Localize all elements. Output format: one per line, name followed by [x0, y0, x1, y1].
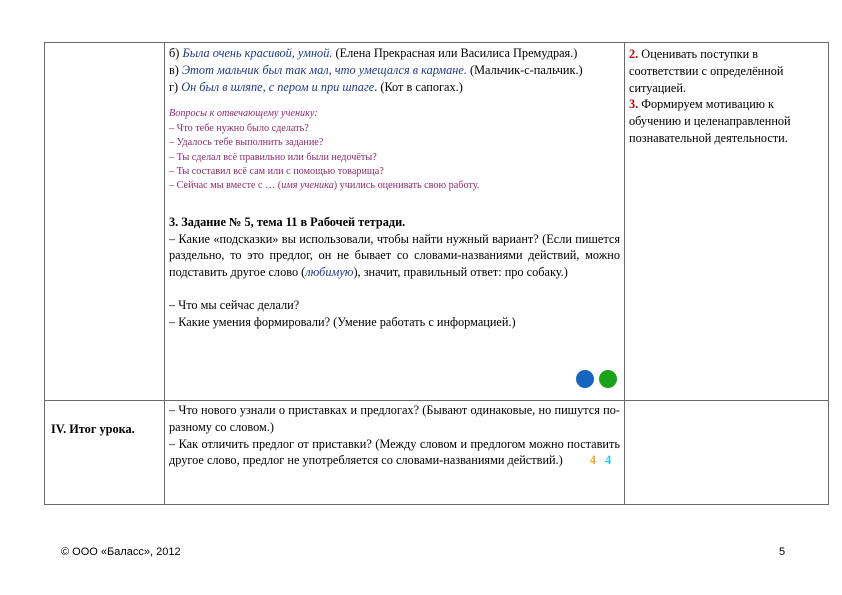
question-item: – Ты сделал всё правильно или были недочёты?: [169, 151, 377, 163]
column-divider-1: [164, 43, 165, 504]
answer-b: б) Была очень красивой, умной. (Елена Прекрасная или Василиса Премудрая.): [169, 46, 578, 60]
question-doing: – Что мы сейчас делали?: [169, 298, 300, 313]
task-text: – Какие «подсказки» вы использовали, чтобы найти нужный вариант? (Если пишется раздельно, то это предлог, он не бывает со словами-названиями действий, можно подставить другое слово (любимую), значит, правильный ответ: про собаку.): [169, 231, 620, 280]
blue-circle-icon: [576, 370, 594, 388]
questions-title: Вопросы к отвечающему ученику:: [169, 108, 318, 120]
goals-cell-row2: [625, 401, 829, 505]
stage-cell-row2: [51, 421, 161, 438]
footer-copyright: © ООО «Баласс», 2012: [61, 546, 181, 558]
question-item: – Ты составил всё сам или с помощью товарища?: [169, 166, 384, 178]
answer-g: г) Он был в шляпе, с пером и при шпаге. (Кот в сапогах.): [169, 79, 463, 94]
task-heading: 3. Задание № 5, тема 11 в Рабочей тетради.: [169, 214, 406, 229]
question-skills: – Какие умения формировали? (Умение работать с информацией.): [169, 314, 516, 329]
lesson-content-row1: [169, 45, 620, 331]
question-item: – Сейчас мы вместе с … (имя ученика) учились оценивать свою работу.: [169, 180, 480, 192]
green-circle-icon: [599, 370, 617, 388]
question-item: – Что тебе нужно было сделать?: [169, 122, 309, 134]
summary-question-2: – Как отличить предлог от приставки? (Между словом и предлогом можно поставить другое слово, предлог не употребляется со словами-названиями действий.) 4 4: [169, 436, 620, 468]
goal-item-3: 3. Формируем мотивацию к обучению и целенаправленной познавательной деятельности.: [629, 97, 791, 145]
summary-question-1: – Что нового узнали о приставках и предлогах? (Бывают одинаковые, но пишутся по-разному со словом.): [169, 403, 620, 434]
lesson-summary-title: IV. Итог урока.: [51, 422, 135, 436]
orange-number: 4: [589, 453, 597, 468]
cyan-number: 4: [605, 453, 612, 468]
lesson-table: [44, 42, 829, 505]
page-number: 5: [779, 546, 786, 558]
goals-cell-row1: [629, 46, 825, 147]
answer-v: в) Этот мальчик был так мал, что умещался в кармане. (Мальчик-с-пальчик.): [169, 62, 583, 77]
question-item: – Удалось тебе выполнить задание?: [169, 137, 324, 149]
goal-item-2: 2. Оценивать поступки в соответствии с определённой ситуацией.: [629, 47, 784, 95]
lesson-content-row2: [169, 402, 620, 469]
stage-cell-row1: [45, 43, 164, 400]
